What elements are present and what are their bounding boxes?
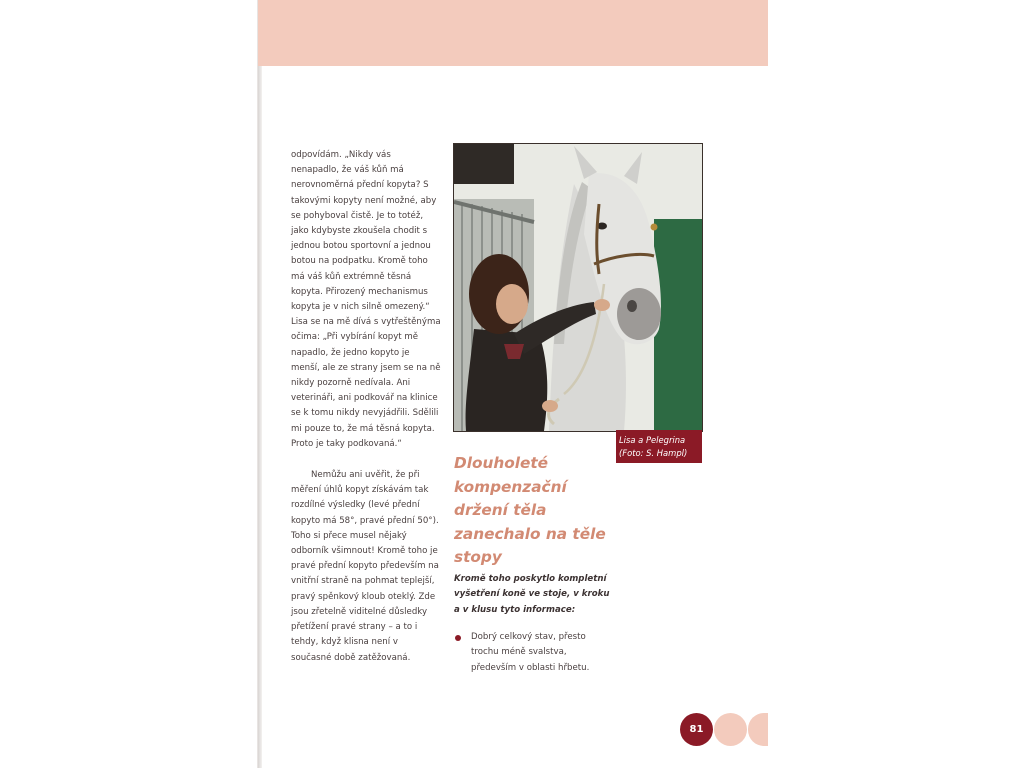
bullet-line: především v oblasti hřbetu. <box>471 662 590 673</box>
heading-line: kompenzační <box>454 477 567 496</box>
horse-photo <box>453 143 703 432</box>
heading-line: zanechalo na těle <box>454 524 606 543</box>
heading-line: držení těla <box>454 501 547 519</box>
decorative-circle <box>714 713 747 746</box>
section-heading <box>454 452 634 570</box>
heading-line: stopy <box>454 548 502 566</box>
lead-paragraph <box>454 572 624 618</box>
caption-line-2: (Foto: S. Hampl) <box>619 447 688 458</box>
lead-line: vyšetření koně ve stoje, v kroku <box>454 589 610 600</box>
paragraph-2: Nemůžu ani uvěřit, že při měření úhlů kopyt získávám tak rozdílné výsledky (levé přední kopyto má 58°, pravé přední 50°). Toho si přece musel nějaký odborník všimnout! Kromě toho je pravé přední kopyto především na vnitřní straně na pohmat teplejší, pravý spěnkový kloub oteklý. Zde jsou zřetelně viditelné důsledky přetížení pravé strany – a to i tehdy, když klisna není v současné době zatěžovaná. <box>291 470 439 663</box>
paragraph-1: odpovídám. „Nikdy vás nenapadlo, že váš kůň má nerovnoměrná přední kopyta? S takovými kopyty není možné, aby se pohyboval čistě. Je to totéž, jako kdybyste zkoušela chodit s jednou botou sportovní a jednou botou na podpatku. Kromě toho má váš kůň extrémně těsná kopyta. Přirozený mechanismus kopyta je v nich silně omezený.“ Lisa se na mě dívá s vytřeštěnýma očima: „Při vybírání kopyt mě napadlo, že jedno kopyto je menší, ale ze strany jsem se na ně nikdy pozorně nedívala. Ani veterináři, ani podkovář na klinice se k tomu nikdy nevyjádřili. Sdělili mi pouze to, že má těsná kopyta. Proto je taky podkovaná.“ <box>291 150 441 449</box>
lead-line: a v klusu tyto informace: <box>454 604 576 615</box>
top-color-band <box>258 0 768 66</box>
bullet-dot-icon <box>455 635 461 641</box>
heading-line: Dlouholeté <box>454 454 549 472</box>
lead-line: Kromě toho poskytlo kompletní <box>454 574 607 584</box>
page-number: 81 <box>680 713 713 746</box>
caption-line-1: Lisa a Pelegrina <box>619 435 686 445</box>
bullet-line: trochu méně svalstva, <box>471 647 567 658</box>
left-text-column <box>291 148 441 666</box>
page-gutter <box>258 0 262 768</box>
horse-photo-illustration <box>454 144 702 431</box>
bullet-item <box>471 630 589 676</box>
bullet-line: Dobrý celkový stav, přesto <box>471 632 586 642</box>
